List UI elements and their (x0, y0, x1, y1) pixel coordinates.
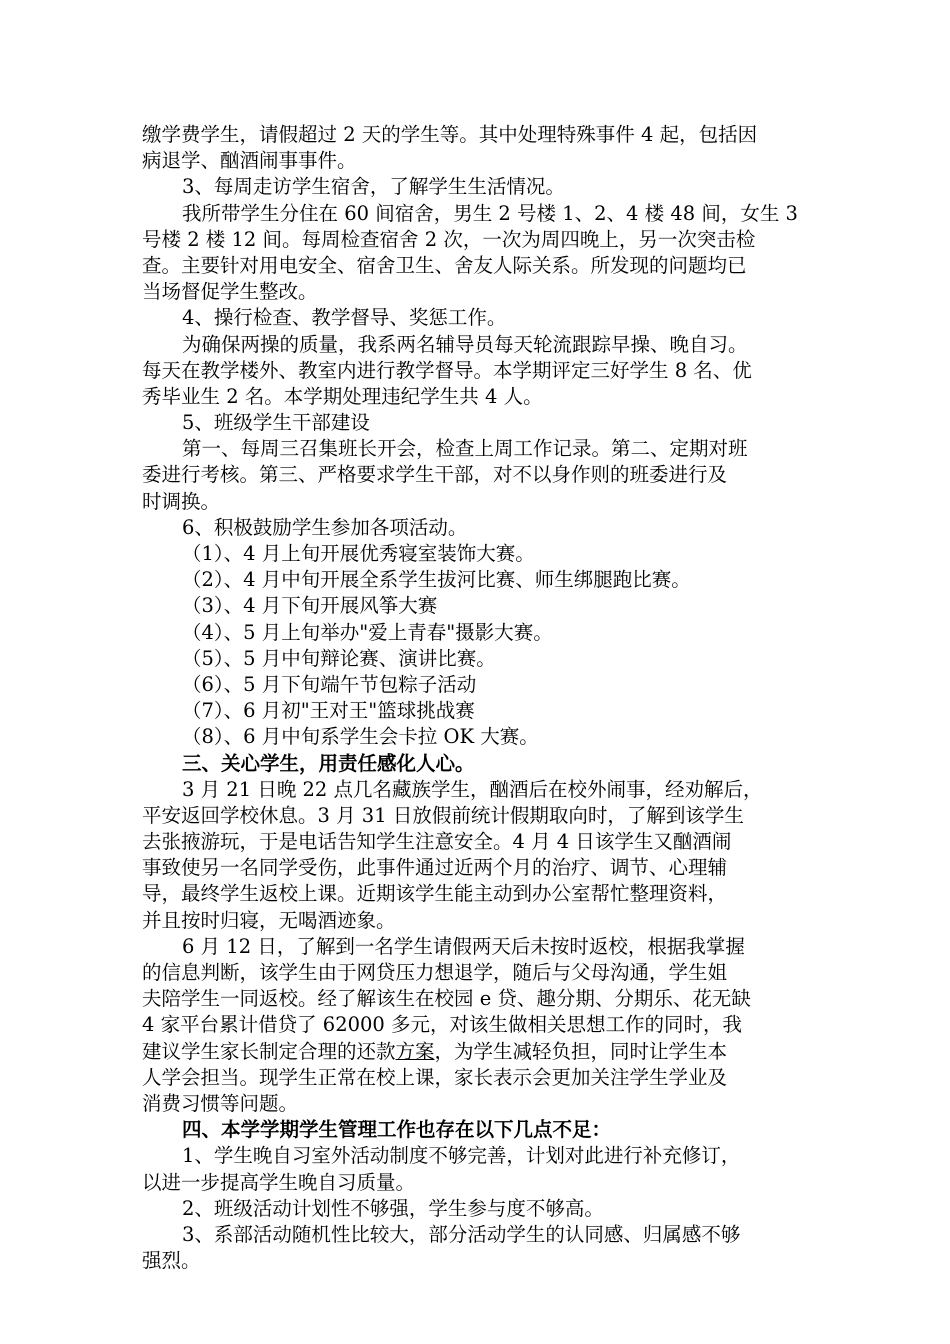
list-item: （3）、4 月下旬开展风筝大赛 (182, 594, 438, 618)
list-item: （7）、6 月初"王对王"篮球挑战赛 (182, 699, 475, 723)
text-line: 委进行考核。第三、严格要求学生干部，对不以身作则的班委进行及 (142, 463, 728, 487)
list-item: （5）、5 月中旬辩论赛、演讲比赛。 (182, 646, 496, 670)
text-line: 的信息判断，该学生由于网贷压力想退学，随后与父母沟通，学生姐 (142, 961, 728, 984)
text-line: 导，最终学生返校上课。近期该学生能主动到办公室帮忙整理资料， (142, 882, 728, 906)
text-line: 平安返回学校休息。3 月 31 日放假前统计假期取向时，了解到该学生 (142, 803, 744, 827)
section-heading: 三、关心学生，用责任感化人心。 (182, 751, 475, 775)
text-line: 6 月 12 日，了解到一名学生请假两天后未按时返校，根据我掌握 (182, 934, 745, 958)
text-line: 4 家平台累计借贷了 62000 多元，对该生做相关思想工作的同时，我 (142, 1013, 743, 1037)
text-line (142, 1039, 812, 1065)
text-line: 当场督促学生整改。 (142, 280, 318, 304)
list-item: （4）、5 月上旬举办"爱上青春"摄影大赛。 (182, 620, 553, 644)
list-item: （6）、5 月下旬端午节包粽子活动 (182, 672, 477, 696)
text-line: 号楼 2 楼 12 间。每周检查宿舍 2 次，一次为周四晚上，另一次突击检 (142, 227, 756, 251)
text-line: 我所带学生分住在 60 间宿舍，男生 2 号楼 1、2、4 楼 48 间，女生 3 (182, 201, 798, 225)
text-line: 3、系部活动随机性比较大，部分活动学生的认同感、归属感不够 (182, 1222, 741, 1246)
text-line: 病退学、酗酒闹事事件。 (142, 149, 357, 173)
list-item: （8）、6 月中旬系学生会卡拉 OK 大赛。 (182, 725, 539, 749)
document-page (142, 122, 812, 1274)
text-segment: ，为学生减轻负担，同时让学生本 (434, 1039, 728, 1063)
text-line: 4、操行检查、教学督导、奖惩工作。 (182, 306, 507, 330)
text-line: 6、积极鼓励学生参加各项活动。 (182, 515, 468, 539)
plan-link[interactable]: 方案 (395, 1039, 435, 1063)
text-line: 1、学生晚自习室外活动制度不够完善，计划对此进行补充修订， (182, 1144, 741, 1168)
text-line: 去张掖游玩，于是电话告知学生注意安全。4 月 4 日该学生又酗酒闹 (142, 830, 732, 854)
text-segment: 建议学生家长制定合理的还款 (142, 1039, 396, 1063)
text-line: 秀毕业生 2 名。本学期处理违纪学生共 4 人。 (142, 384, 543, 408)
text-line: 第一、每周三召集班长开会，检查上周工作记录。第二、定期对班 (182, 437, 748, 461)
text-line: 人学会担当。现学生正常在校上课，家长表示会更加关注学生学业及 (142, 1065, 728, 1089)
text-line: 并且按时归寝，无喝酒迹象。 (142, 908, 396, 932)
list-item: （2）、4 月中旬开展全系学生拔河比赛、师生绑腿跑比赛。 (182, 568, 691, 592)
text-line: 3、每周走访学生宿舍，了解学生生活情况。 (182, 175, 565, 199)
list-item: （1）、4 月上旬开展优秀寝室装饰大赛。 (182, 542, 535, 565)
text-line: 强烈。 (142, 1249, 201, 1273)
text-line: 3 月 21 日晚 22 点几名藏族学生，酗酒后在校外闹事，经劝解后， (182, 777, 763, 801)
text-line: 消费习惯等问题。 (142, 1091, 299, 1115)
text-line: 2、班级活动计划性不够强，学生参与度不够高。 (182, 1196, 604, 1220)
text-line: 缴学费学生，请假超过 2 天的学生等。其中处理特殊事件 4 起，包括因 (142, 123, 758, 146)
text-line: 时调换。 (142, 489, 221, 513)
text-line: 夫陪学生一同返校。经了解该生在校园 e 贷、趣分期、分期乐、花无缺 (142, 987, 751, 1011)
text-line: 每天在教学楼外、教室内进行教学督导。本学期评定三好学生 8 名、优 (142, 358, 752, 382)
text-line: 以进一步提高学生晚自习质量。 (142, 1170, 416, 1194)
text-line: 查。主要针对用电安全、宿舍卫生、舍友人际关系。所发现的问题均已 (142, 253, 747, 277)
text-line: 为确保两操的质量，我系两名辅导员每天轮流跟踪早操、晚自习。 (182, 332, 748, 356)
text-line: 5、班级学生干部建设 (182, 411, 370, 435)
section-heading: 四、本学学期学生管理工作也存在以下几点不足： (182, 1118, 612, 1142)
text-line: 事致使另一名同学受伤，此事件通过近两个月的治疗、调节、心理辅 (142, 856, 728, 880)
